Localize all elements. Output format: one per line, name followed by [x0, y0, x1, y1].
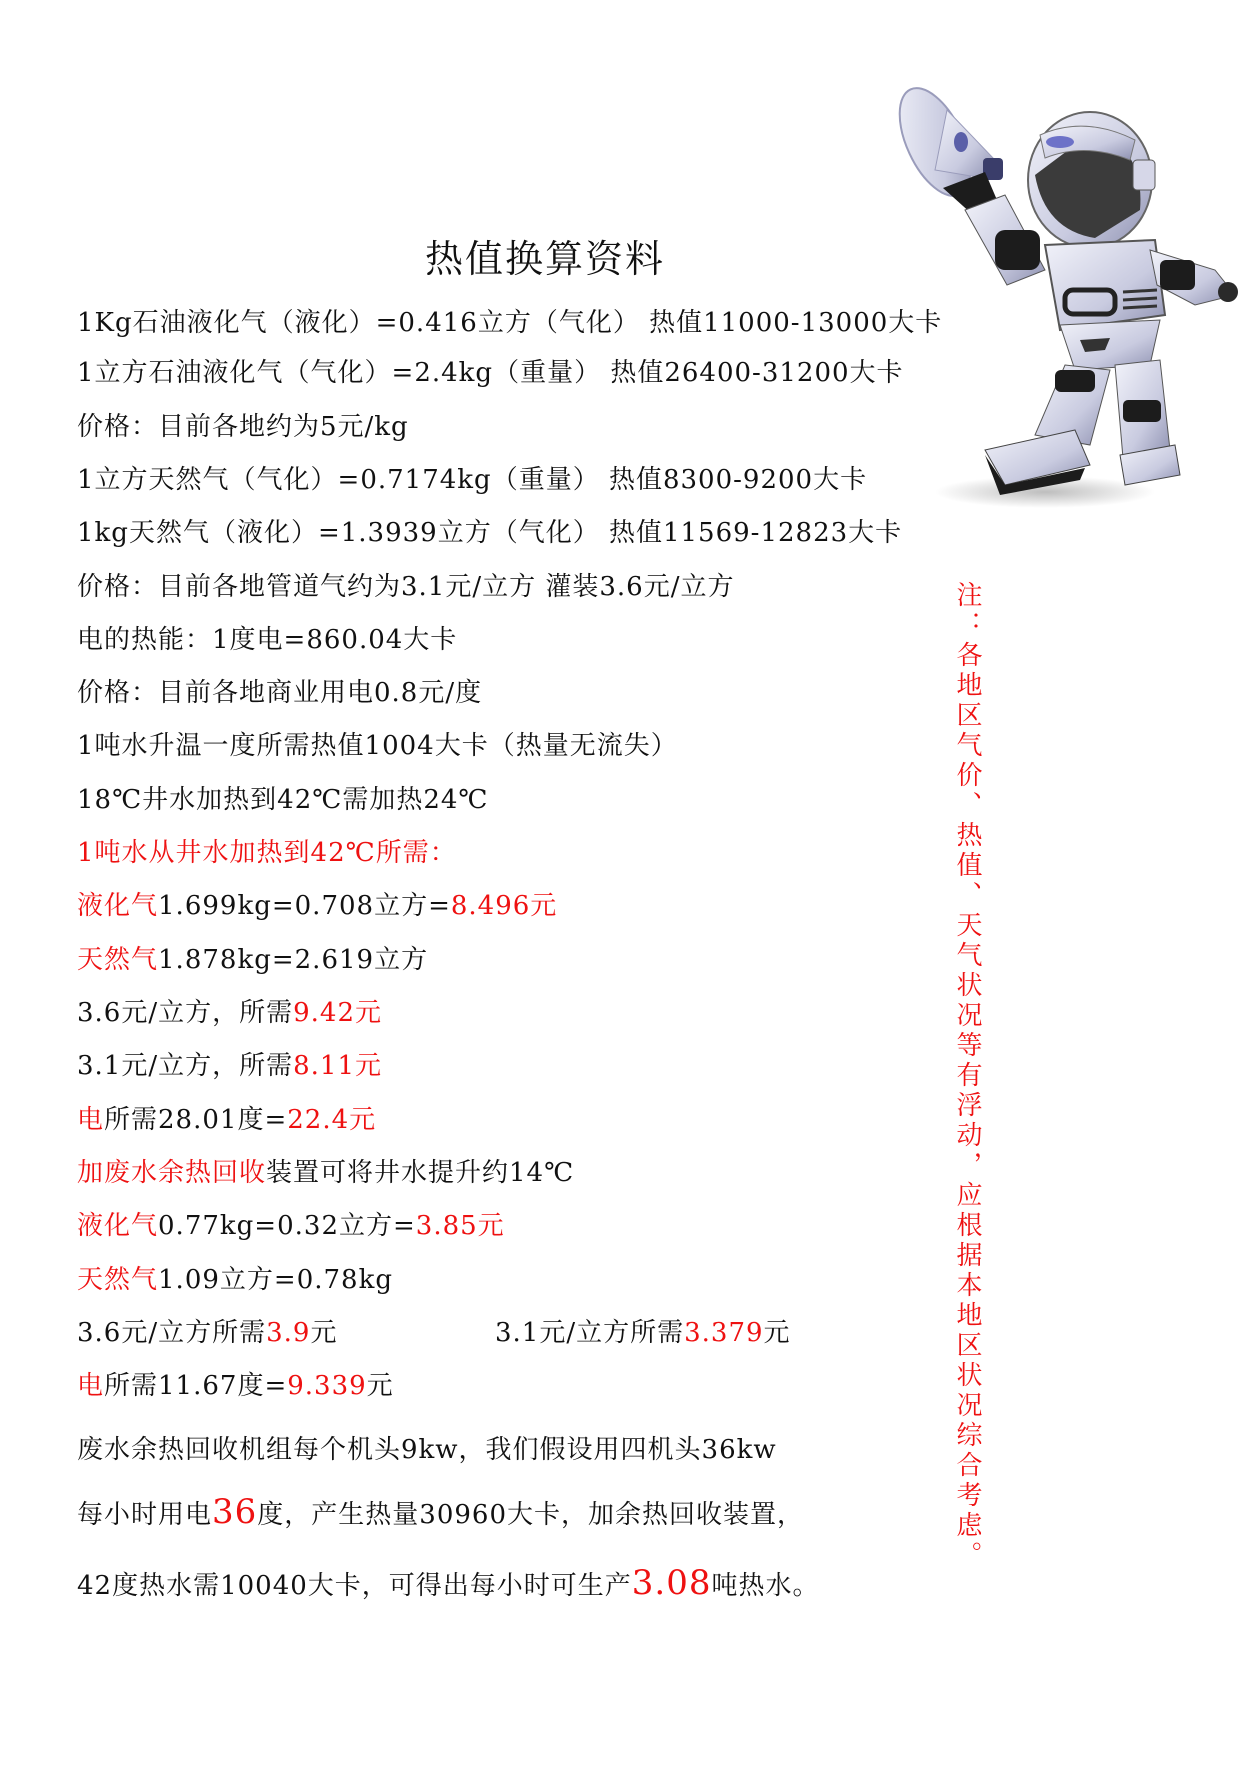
highlighted-text: 1吨水从井水加热到42℃所需：	[77, 838, 457, 868]
text-segment: 废水余热回收机组每个机头9kw，我们假设用四机头36kw	[77, 1435, 777, 1465]
text-segment: 电的热能：1度电=860.04大卡	[77, 625, 458, 655]
content-line	[77, 1263, 393, 1297]
highlighted-text: 天然气	[77, 945, 159, 975]
content-line	[77, 783, 489, 817]
content-line	[77, 943, 428, 977]
content-line	[77, 306, 942, 340]
highlighted-text: 3.85元	[415, 1211, 505, 1241]
content-line	[77, 1492, 804, 1532]
text-segment: 0.77kg=0.32立方=	[158, 1211, 416, 1241]
highlighted-text: 9.42元	[293, 998, 383, 1028]
text-segment: 3.1元/立方，所需	[77, 1051, 294, 1081]
content-line	[77, 1209, 505, 1243]
text-segment: 3.6元/立方所需	[77, 1318, 267, 1348]
highlighted-text: 天然气	[77, 1265, 159, 1295]
text-segment: 价格：目前各地商业用电0.8元/度	[77, 678, 483, 708]
content-line	[77, 410, 409, 444]
content-line	[77, 623, 457, 657]
content-line	[77, 516, 902, 550]
text-segment: 所需11.67度=	[104, 1371, 288, 1401]
text-segment: 1kg天然气（液化）=1.3939立方（气化） 热值11569-12823大卡	[77, 518, 903, 548]
highlighted-text: 36	[212, 1492, 258, 1532]
highlighted-text: 加废水余热回收	[77, 1158, 267, 1188]
text-segment: 1Kg石油液化气（液化）=0.416立方（气化） 热值11000-13000大卡	[77, 308, 943, 338]
highlighted-text: 3.379	[684, 1318, 764, 1348]
content-line	[77, 1369, 394, 1403]
content-line	[77, 570, 734, 604]
highlighted-text: 9.339	[287, 1371, 367, 1401]
content-line	[77, 1316, 337, 1350]
text-segment: 元	[310, 1318, 338, 1348]
highlighted-text: 8.11元	[293, 1051, 383, 1081]
highlighted-text: 8.496元	[450, 891, 558, 921]
content-line	[77, 729, 678, 763]
content-line	[77, 676, 482, 710]
content-line	[77, 463, 867, 497]
text-segment: 1.878kg=2.619立方	[158, 945, 429, 975]
text-segment: 42度热水需10040大卡，可得出每小时可生产	[77, 1571, 632, 1601]
text-segment: 1立方天然气（气化）=0.7174kg（重量） 热值8300-9200大卡	[77, 465, 868, 495]
text-segment: 每小时用电	[77, 1500, 213, 1530]
text-segment: 元	[366, 1371, 394, 1401]
content-line	[77, 1156, 574, 1190]
text-segment: 3.6元/立方，所需	[77, 998, 294, 1028]
content-line	[77, 1433, 777, 1467]
robot-megaphone-illustration	[895, 70, 1240, 515]
highlighted-text: 3.08	[631, 1563, 712, 1603]
highlighted-text: 电	[77, 1371, 105, 1401]
text-segment: 装置可将井水提升约14℃	[266, 1158, 575, 1188]
highlighted-text: 电	[77, 1105, 105, 1135]
content-line	[77, 889, 557, 923]
text-segment: 度，产生热量30960大卡，加余热回收装置，	[257, 1500, 804, 1530]
content-line	[77, 1049, 382, 1083]
text-segment: 1.699kg=0.708立方=	[158, 891, 451, 921]
text-segment: 1.09立方=0.78kg	[158, 1265, 393, 1295]
vertical-note: 注：各地区气价、热值、天气状况等有浮动，应根据本地区状况综合考虑。	[952, 581, 982, 1571]
text-segment: 18℃井水加热到42℃需加热24℃	[77, 785, 489, 815]
content-line	[77, 996, 382, 1030]
content-line	[77, 1563, 820, 1603]
content-line	[77, 356, 904, 390]
page-title: 热值换算资料	[425, 237, 666, 281]
text-segment: 所需28.01度=	[104, 1105, 288, 1135]
highlighted-text: 3.9	[266, 1318, 311, 1348]
text-segment: 吨热水。	[711, 1571, 820, 1601]
content-line-second-column	[495, 1316, 791, 1350]
highlighted-text: 22.4元	[287, 1105, 377, 1135]
text-segment: 元	[763, 1318, 791, 1348]
highlighted-text: 液化气	[77, 891, 159, 921]
text-segment: 价格：目前各地管道气约为3.1元/立方 灌装3.6元/立方	[77, 572, 735, 602]
content-line	[77, 836, 457, 870]
text-segment: 价格：目前各地约为5元/kg	[77, 412, 409, 442]
highlighted-text: 液化气	[77, 1211, 159, 1241]
content-line	[77, 1103, 376, 1137]
text-segment: 1立方石油液化气（气化）=2.4kg（重量） 热值26400-31200大卡	[77, 358, 904, 388]
text-segment: 3.1元/立方所需	[495, 1318, 685, 1348]
text-segment: 1吨水升温一度所需热值1004大卡（热量无流失）	[77, 731, 678, 761]
